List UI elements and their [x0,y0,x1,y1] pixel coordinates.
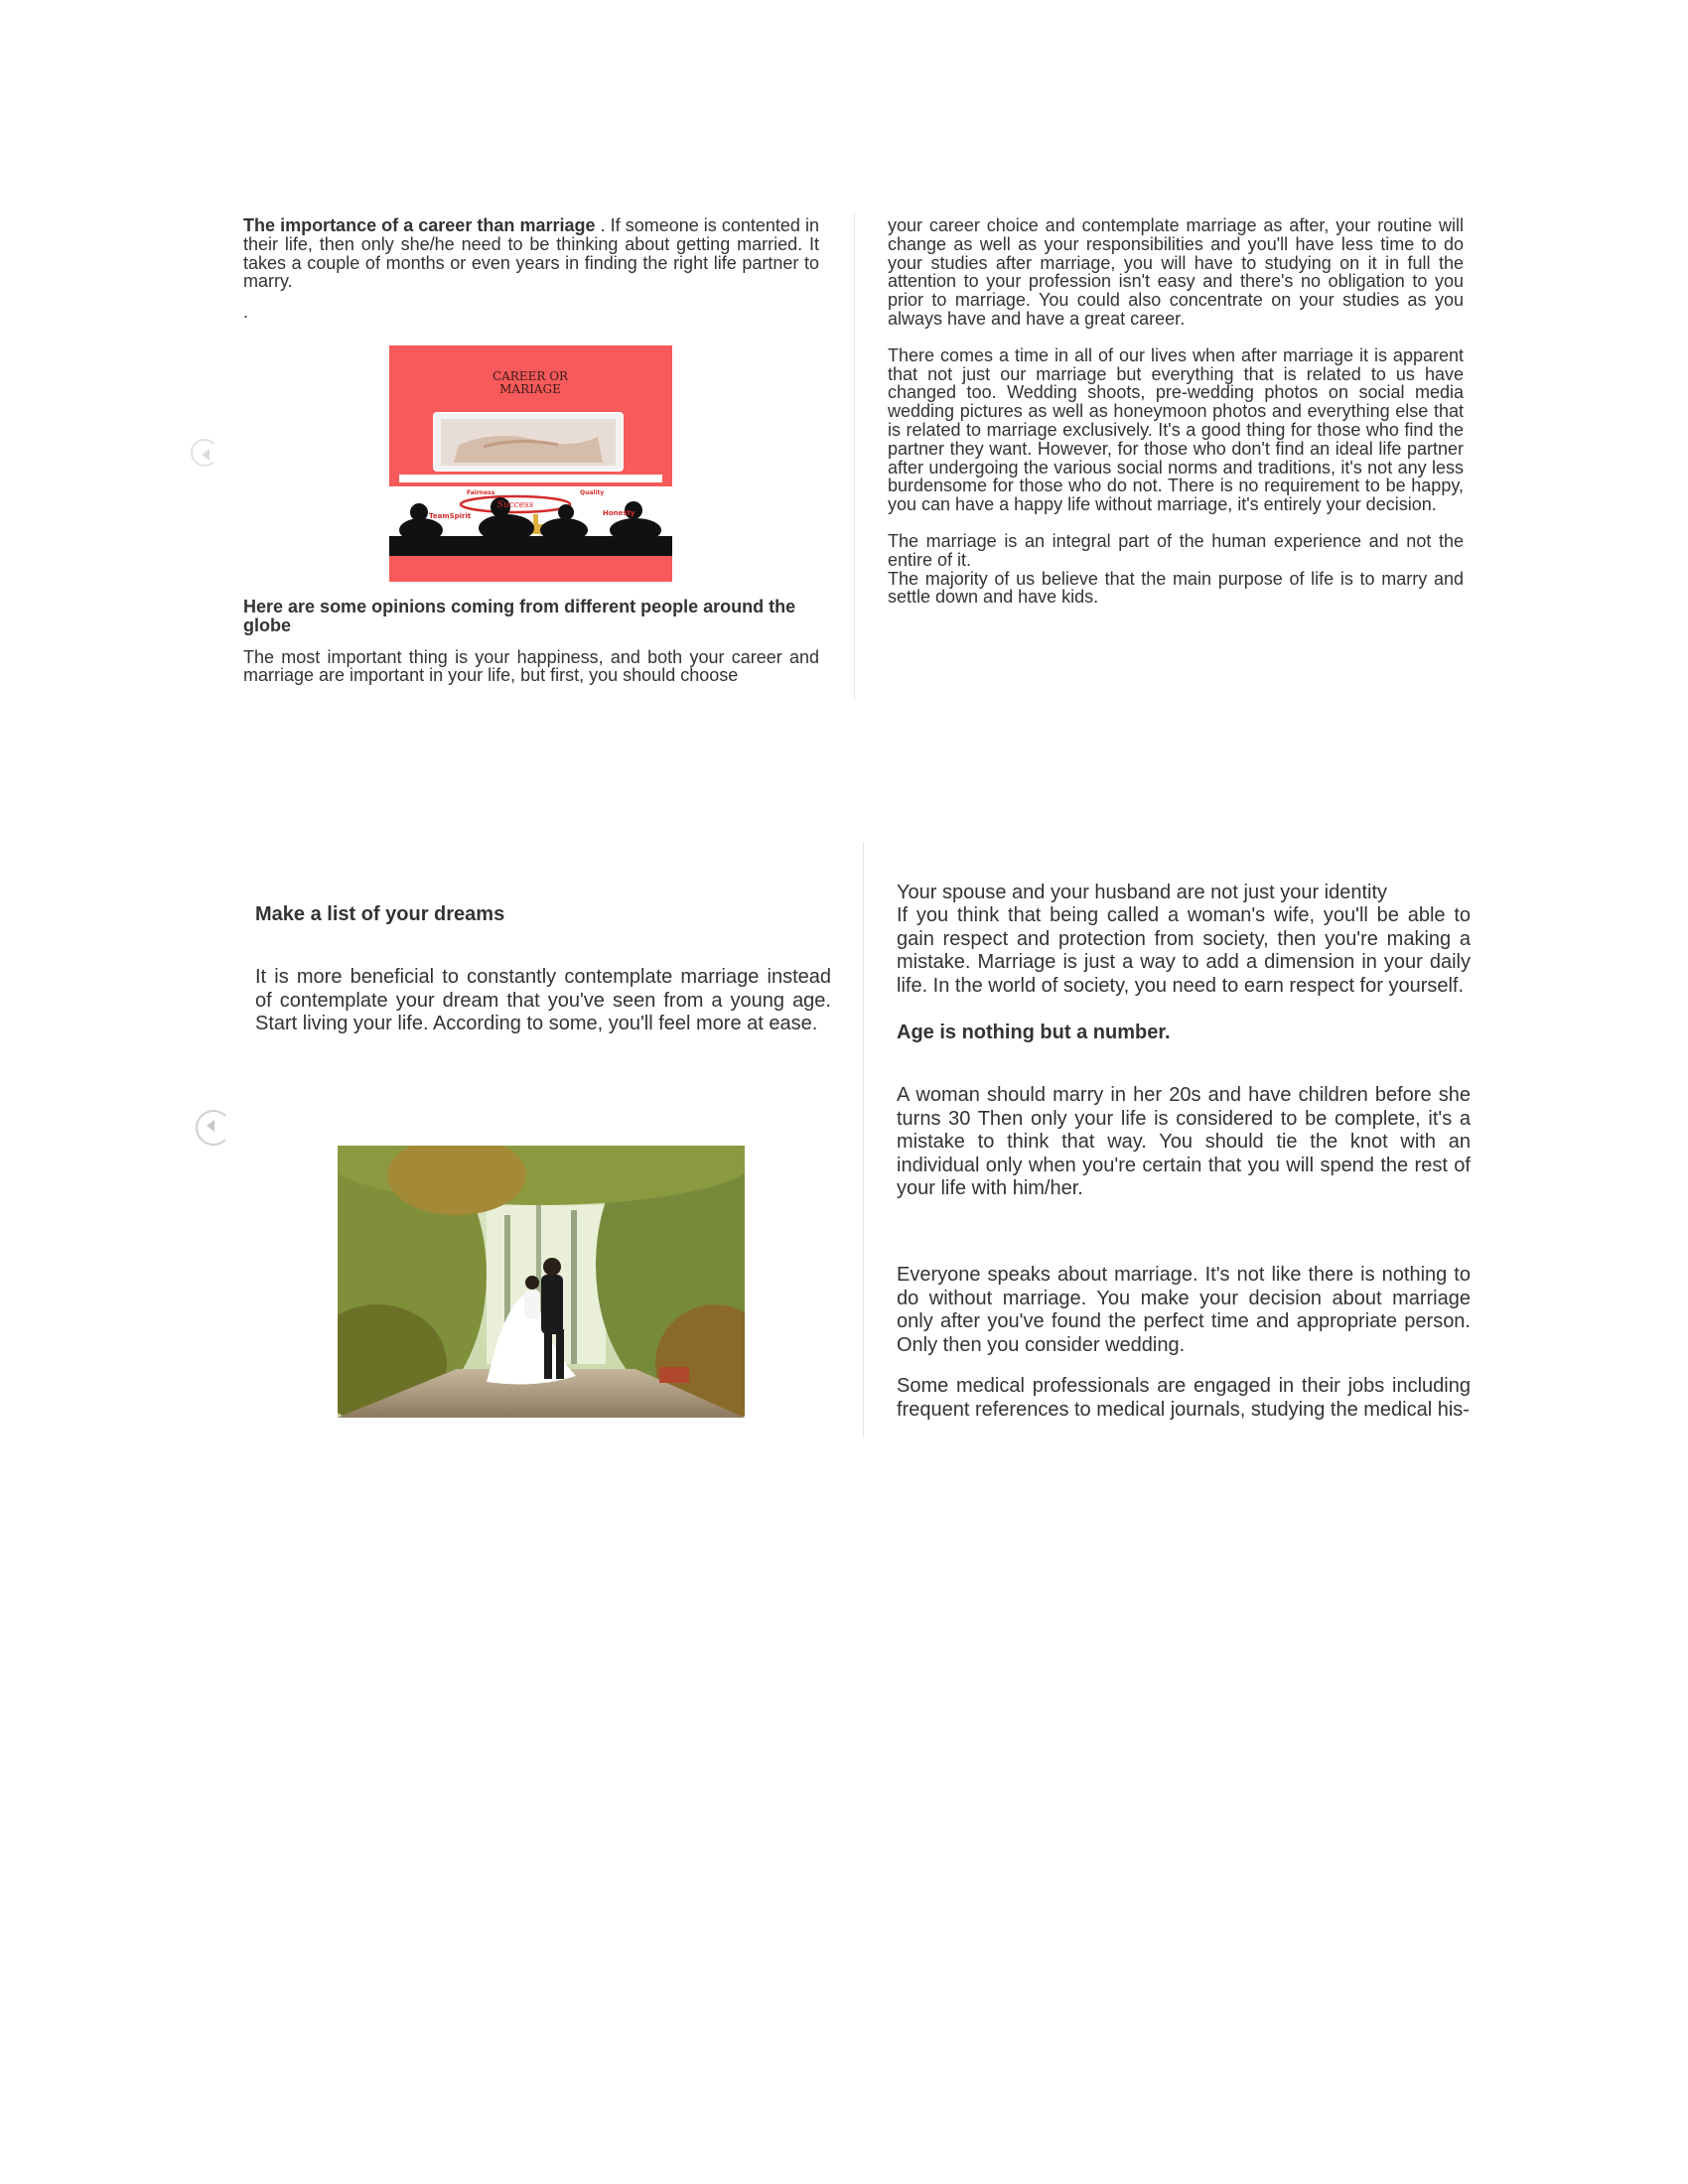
age-heading: Age is nothing but a number. [897,1022,1171,1044]
page-back-arrow-icon[interactable] [191,439,218,467]
right-page-1-paragraph-4: The majority of us believe that the main purpose of life is to marry and settle down and have kids. [888,568,1464,608]
wedding-couple-photo [338,1146,745,1418]
figure-title-line1: CAREER OR [492,368,569,383]
book-spread-1 [0,0,1688,715]
figure-word-teamspirit: TeamSpirit [429,511,472,520]
right-page-1 [888,216,1464,607]
spread-1-gutter [854,213,855,700]
figure-title-line2: MARIAGE [499,381,561,396]
stray-dot: . [243,302,249,323]
wedding-photo-graphic [338,1146,745,1418]
marriage-decision-paragraph: Everyone speaks about marriage. It's not like there is nothing to do without marriage. You make your decision about marriage only after you've found the perfect time and appropriate person. Only then you consider wedding. [897,1264,1471,1356]
left-page-2 [255,903,831,1418]
right-page-2 [897,882,1471,1422]
right-page-1-paragraph-1: your career choice and contemplate marriage as after, your routine will change as well as your responsibilities and you'll have less time to do your studies after marriage, you will have to studying on it in full the attention to your profession isn't easy and there's no obligation to you prior to marriage. You could also concentrate on your studies as you always have and have a great career. [888,215,1464,329]
right-page-1-paragraph-2: There comes a time in all of our lives when after marriage it is apparent that not just our marriage but everything that is related to us have changed too. Wedding shoots, pre-wedding photos on social media wedding pictures as well as honeymoon photos and everything else that is related to marriage exclusively. It's a good thing for those who find the partner they want. However, for those who don't find an ideal life partner after undergoing the various social norms and traditions, it's not any less burdensome for those who do not. There is no requirement to be happy, you can have a happy life without marriage, it's entirely your decision. [888,344,1464,515]
career-illustration-graphic [389,345,672,582]
right-page-1-paragraph-3: The marriage is an integral part of the human experience and not the entire of it. [888,530,1464,570]
left-page-1-paragraph: The most important thing is your happiness, and both your career and marriage are important in your life, but first, you should choose [243,646,819,686]
identity-paragraph: If you think that being called a woman's wife, you'll be able to gain respect and protection from society, then you're making a mistake. Marriage is just a way to add a dimension in your daily life. In the world of society, you need to earn respect for yourself. [897,904,1471,997]
figure-word-quality: Quality [580,488,605,496]
career-or-marriage-illustration [389,345,672,582]
figure-word-success: Success [496,499,534,510]
page-back-arrow-icon[interactable] [196,1110,231,1146]
intro-paragraph [243,216,819,291]
figure-word-honesty: Honesty [603,508,635,517]
figure-word-fairness: Fairness [467,488,495,496]
spread-2-gutter [863,842,864,1437]
left-page-1 [243,216,819,685]
dreams-paragraph: It is more beneficial to constantly contemplate marriage instead of contemplate your dream that you've seen from a young age. Start living your life. According to some, you'll feel more at ease. [255,966,831,1035]
age-paragraph: A woman should marry in her 20s and have children before she turns 30 Then only your life is considered to be complete, it's a mistake to think that way. You should tie the knot with an individual only when you're certain that you will spend the rest of your life with him/her. [897,1084,1471,1200]
intro-text: . If someone is contented in their life, then only she/he need to be thinking about getting married. It takes a couple of months or even years in finding the right life partner to marry. [243,215,819,292]
dreams-heading: Make a list of your dreams [255,903,505,925]
identity-line: Your spouse and your husband are not just your identity [897,882,1388,903]
medical-professionals-paragraph: Some medical professionals are engaged in their jobs including frequent references to medical journals, studying the medical his- [897,1375,1471,1421]
book-spread-2 [0,834,1688,1449]
opinions-subheading: Here are some opinions coming from different people around the globe [243,596,796,635]
article-heading: The importance of a career than marriage [243,215,596,235]
